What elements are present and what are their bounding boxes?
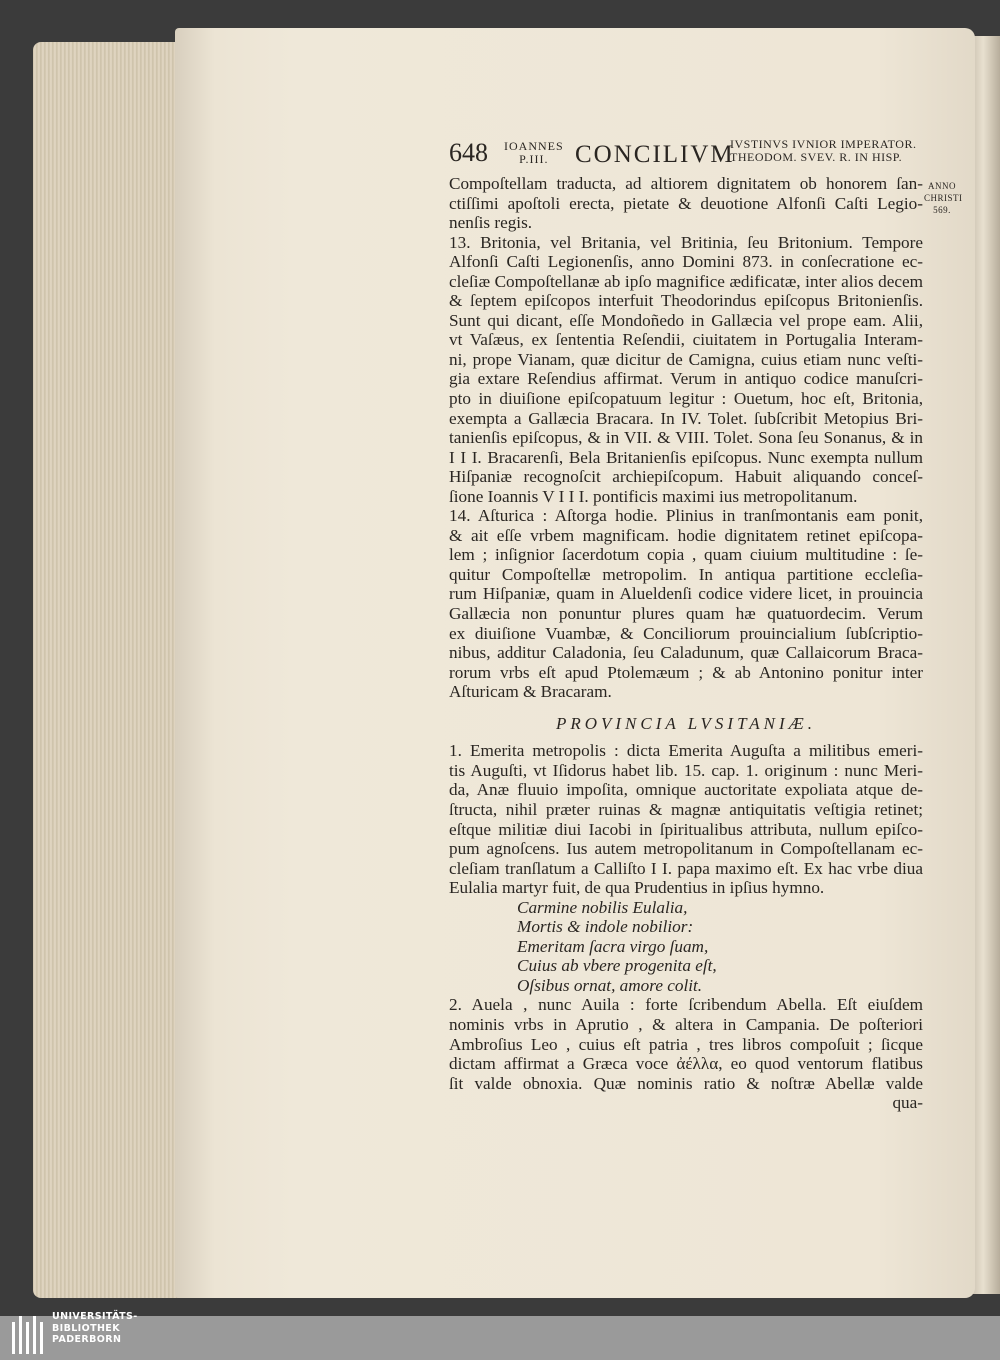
text-line: ſtructa, nihil præter ruinas & magnæ antiquitatis veſtigia retinet;	[449, 799, 923, 819]
margin-note-line: 569.	[933, 205, 951, 215]
library-logo-icon	[8, 1312, 48, 1354]
body-text-block-3	[449, 995, 923, 1093]
text-line: eſtque militiæ diui Iacobi in ſpiritualibus attributa, nullum epiſco-	[449, 819, 923, 839]
text-line: ctiſſimi apoſtoli erecta, pietate & deuotione Alfonſi Caſti Legio-	[449, 193, 923, 213]
text-line: Ambroſius Leo , cuius eſt patria , tres libros compoſuit ; ſicque	[449, 1034, 923, 1054]
text-line: rum Hiſpaniæ, quam in Alueldenſi codice videre licet, in prouincia	[449, 584, 923, 604]
text-line: Alfonſi Caſti Legionenſis, anno Domini 873. in conſecratione ec-	[449, 252, 923, 272]
text-line: cleſiæ Compoſtellanæ ab ipſo magnifice ædificatæ, inter alios decem	[449, 271, 923, 291]
text-line: dictam affirmat a Græca voce ἀέλλα, eo quod ventorum flatibus	[449, 1054, 923, 1074]
library-footer-bar	[0, 1316, 1000, 1360]
library-name	[52, 1311, 138, 1346]
text-line: ſit valde obnoxia. Quæ nominis ratio & noſtræ Abellæ valde	[449, 1073, 923, 1093]
verse-block	[449, 898, 923, 996]
library-name-line: BIBLIOTHEK	[52, 1322, 120, 1334]
text-line: rorum vrbs eſt apud Ptolemæum ; & ab Antonino ponitur inter	[449, 662, 923, 682]
running-head-left-line: IOANNES	[504, 139, 564, 153]
text-line: 13. Britonia, vel Britania, vel Britinia, ſeu Britonium. Tempore	[449, 232, 923, 252]
text-line: 14. Aſturica : Aſtorga hodie. Plinius in tranſmontanis eam ponit,	[449, 506, 923, 526]
running-head-left-line: P.III.	[519, 152, 549, 166]
section-heading: PROVINCIA LVSITANIÆ.	[555, 713, 817, 733]
text-line: nibus, additur Caladonia, ſeu Caladunum, quæ Callaicorum Braca-	[449, 643, 923, 663]
verse-line: Cuius ab vbere progenita eſt,	[517, 956, 717, 976]
text-line: da, Anæ fluuio impoſita, omnique auctoritate expoliata atque de-	[449, 780, 923, 800]
page-edges-stack	[33, 42, 188, 1298]
running-title: CONCILIVM	[575, 141, 735, 168]
text-line: tanienſis epiſcopus, & in VII. & VIII. Tolet. Sona ſeu Sonanus, & in	[449, 428, 923, 448]
library-name-line: UNIVERSITÄTS-	[52, 1311, 138, 1322]
text-line: ſione Ioannis V I I I. pontificis maximi ius metropolitanum.	[449, 486, 858, 506]
text-line: Sunt qui dicant, eſſe Mondoñedo in Gallæcia vel prope eam. Alii,	[449, 310, 923, 330]
margin-note-line: ANNO	[928, 181, 956, 191]
facing-page-edge	[972, 36, 1000, 1294]
text-line: cleſiam tranſlatum a Calliſto I I. papa maximo eſt. Ex hac vrbe diua	[449, 858, 923, 878]
text-line: quitur Compoſtellæ metropolim. In antiqua partitione eccleſia-	[449, 564, 923, 584]
running-header	[449, 138, 923, 172]
text-line: I I I. Bracarenſi, Bela Britanienſis epiſcopus. Nunc exempta nullum	[449, 447, 923, 467]
verse-line: Carmine nobilis Eulalia,	[517, 897, 688, 917]
running-head-right-line: IVSTINVS IVNIOR IMPERATOR.	[730, 137, 917, 151]
catchword: qua-	[892, 1093, 923, 1113]
running-head-right	[730, 138, 916, 164]
text-line: tis Auguſti, vt Iſidorus habet lib. 15. cap. 1. originum : nunc Meri-	[449, 760, 923, 780]
text-line: lem ; inſignior ſacerdotum copia , quam ciuium multitudine : ſe-	[449, 545, 923, 565]
text-line: pum agnoſcens. Ius autem metropolitanum in Compoſtellanam ec-	[449, 839, 923, 859]
margin-note-line: CHRISTI	[924, 193, 963, 203]
text-line: 1. Emerita metropolis : dicta Emerita Auguſta a militibus emeri-	[449, 741, 923, 761]
text-line: pto in diuiſione epiſcopatuum legitur : Ouetum, hoc eſt, Britonia,	[449, 389, 923, 409]
verse-line: Oſsibus ornat, amore colit.	[517, 975, 703, 995]
library-name-line: PADERBORN	[52, 1334, 122, 1345]
page-text	[449, 138, 923, 1113]
margin-note	[924, 180, 963, 216]
text-line: nenſis regis.	[449, 213, 533, 233]
running-head-left	[504, 140, 564, 166]
text-line: nominis vrbs in Aprutio , & altera in Campania. De poſteriori	[449, 1014, 923, 1034]
text-line: Aſturicam & Bracaram.	[449, 682, 612, 702]
text-line: & ſeptem epiſcopos interfuit Theodorindus epiſcopus Britonienſis.	[449, 291, 923, 311]
text-line: Hiſpaniæ recognoſcit archiepiſcopum. Habuit aliquando conceſ-	[449, 467, 923, 487]
body-text-block-2	[449, 741, 923, 897]
running-head-right-line: THEODOM. SVEV. R. IN HISP.	[730, 150, 903, 164]
text-line: exempta a Gallæcia Bracara. In IV. Tolet. ſubſcribit Metopius Bri-	[449, 408, 923, 428]
text-line: Compoſtellam traducta, ad altiorem dignitatem ob honorem ſan-	[449, 174, 923, 193]
verse-line: Mortis & indole nobilior:	[517, 917, 694, 937]
body-text-block-1	[449, 174, 923, 702]
text-line: 2. Auela , nunc Auila : forte ſcribendum Abella. Eſt eiuſdem	[449, 995, 923, 1015]
text-line: ni, prope Vianam, quæ dicitur de Camigna, cuius etiam nunc veſti-	[449, 349, 923, 369]
text-line: & ait eſſe vrbem magnificam. hodie dignitatem retinet epiſcopa-	[449, 525, 923, 545]
text-line: ex diuiſione Vuambæ, & Conciliorum prouincialium ſubſcriptio-	[449, 623, 923, 643]
text-line: Eulalia martyr fuit, de qua Prudentius in ipſius hymno.	[449, 878, 825, 898]
text-line: gia extare Reſendius affirmat. Verum in antiquo codice manuſcri-	[449, 369, 923, 389]
text-line: Gallæcia non ponuntur plures quam hæ quatuordecim. Verum	[449, 604, 923, 624]
text-line: vt Vaſæus, ex ſententia Reſendii, ciuitatem in Portugalia Interam-	[449, 330, 923, 350]
page-number: 648	[449, 138, 488, 167]
verse-line: Emeritam ſacra virgo ſuam,	[517, 936, 709, 956]
